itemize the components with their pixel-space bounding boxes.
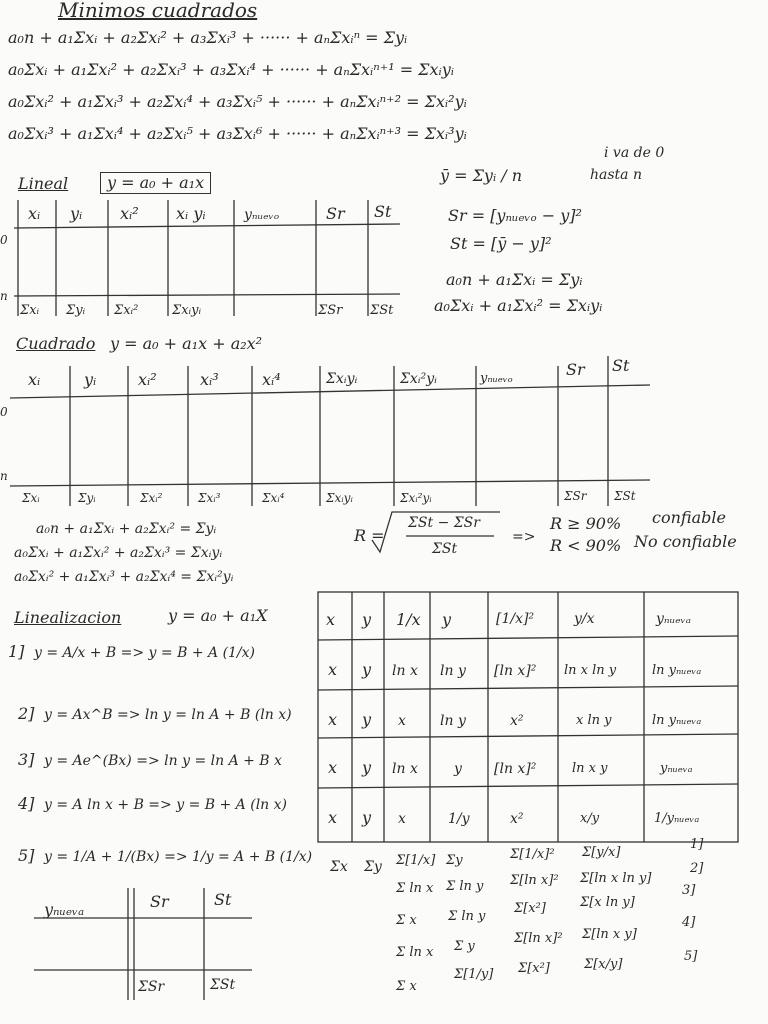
lin-table-cell: ln x xyxy=(392,761,418,777)
side-note-line-1: i va de 0 xyxy=(604,145,665,161)
lin-table-cell: x xyxy=(328,660,338,679)
cuadrado-sum: ΣSt xyxy=(614,489,636,503)
lin-sum-label: 2] xyxy=(690,861,704,876)
lin-table-header: 1/x xyxy=(396,610,421,629)
cuadrado-sum: Σxᵢyᵢ xyxy=(326,491,353,505)
cuadrado-sum: Σxᵢ² xyxy=(140,491,163,505)
lin-sum-label: 1] xyxy=(690,837,704,852)
cuadrado-normal-equation-1: a₀n + a₁Σxᵢ + a₂Σxᵢ² = Σyᵢ xyxy=(36,521,217,537)
lin-sum-cell: Σ[1/x]² xyxy=(510,847,555,862)
cuadrado-header: xᵢ xyxy=(28,370,41,389)
bottom-table-sum: ΣSt xyxy=(210,977,236,993)
sr-formula: Sr = [yₙᵤₑᵥₒ − y]² xyxy=(448,206,582,225)
lineal-header: xᵢ xyxy=(28,204,41,223)
lin-table-cell: ln x ln y xyxy=(564,663,617,678)
lin-sum-cell: Σ[x/y] xyxy=(584,957,623,972)
r-arrow: => xyxy=(512,529,536,545)
criteria-reliable-label: confiable xyxy=(652,508,726,527)
linearization-number: 5] xyxy=(18,846,35,865)
lin-table-cell: y xyxy=(454,761,462,777)
lin-table-cell: ln x y xyxy=(572,761,608,776)
lin-table-cell: [ln x]² xyxy=(494,761,537,777)
lin-table-cell: x xyxy=(328,808,338,827)
lin-table-cell: x xyxy=(398,713,406,729)
lin-sum-header: Σy xyxy=(364,859,382,875)
lin-table-header: y xyxy=(442,610,452,629)
general-equation-2: a₀Σxᵢ + a₁Σxᵢ² + a₂Σxᵢ³ + a₃Σxᵢ⁴ + ······ + aₙΣxᵢⁿ⁺¹ = Σxᵢyᵢ xyxy=(8,60,454,79)
lineal-header: yᵢ xyxy=(70,204,83,223)
lineal-normal-equation-2: a₀Σxᵢ + a₁Σxᵢ² = Σxᵢyᵢ xyxy=(434,296,603,315)
lin-table-header: x xyxy=(326,610,336,629)
lin-sum-cell: Σ ln y xyxy=(446,879,484,894)
lin-sum-cell: Σ[ln x]² xyxy=(510,873,559,888)
lin-sum-cell: Σ[x ln y] xyxy=(580,895,635,910)
side-note-line-2: hasta n xyxy=(590,167,642,183)
lineal-header: yₙᵤₑᵥₒ xyxy=(244,207,280,223)
cuadrado-header: xᵢ⁴ xyxy=(262,370,281,389)
cuadrado-header: Σxᵢyᵢ xyxy=(326,371,358,387)
general-equation-4: a₀Σxᵢ³ + a₁Σxᵢ⁴ + a₂Σxᵢ⁵ + a₃Σxᵢ⁶ + ······ + aₙΣxᵢⁿ⁺³ = Σxᵢ³yᵢ xyxy=(8,124,467,143)
lin-table-cell: x xyxy=(398,811,406,827)
bottom-table-header: St xyxy=(214,890,232,909)
mean-formula: ȳ = Σyᵢ / n xyxy=(440,166,523,185)
cuadrado-header: Sr xyxy=(566,360,585,379)
lin-table-cell: y xyxy=(362,808,372,827)
linearization-number: 1] xyxy=(8,642,25,661)
lin-sum-cell: Σ ln x xyxy=(396,881,434,896)
lin-table-cell: yₙᵤₑᵥₐ xyxy=(660,761,693,776)
r-numerator: ΣSt − ΣSr xyxy=(408,515,480,531)
linearization-equation: y = Ax^B => ln y = ln A + B (ln x) xyxy=(44,707,292,723)
lineal-model: y = a₀ + a₁x xyxy=(100,172,211,194)
cuadrado-sum: Σxᵢ xyxy=(22,491,40,505)
lin-table-cell: x xyxy=(328,758,338,777)
general-equation-1: a₀n + a₁Σxᵢ + a₂Σxᵢ² + a₃Σxᵢ³ + ······ + aₙΣxᵢⁿ = Σyᵢ xyxy=(8,28,408,47)
lineal-header: xᵢ² xyxy=(120,204,139,223)
criteria-unreliable-label: No confiable xyxy=(634,532,737,551)
lin-sum-cell: Σ ln y xyxy=(448,909,486,924)
lin-sum-cell: Σ ln x xyxy=(396,945,434,960)
lin-sum-cell: Σ y xyxy=(454,939,475,954)
lin-table-cell: ln y xyxy=(440,663,466,679)
lin-sum-cell: Σ[x²] xyxy=(518,961,550,976)
cuadrado-model: y = a₀ + a₁x + a₂x² xyxy=(110,334,263,353)
lineal-header: St xyxy=(374,202,392,221)
cuadrado-sum: Σxᵢ³ xyxy=(198,491,221,505)
linearization-number: 3] xyxy=(18,750,35,769)
lin-table-cell: 1/yₙᵤₑᵥₐ xyxy=(654,811,700,826)
cuadrado-header: xᵢ³ xyxy=(200,370,219,389)
lin-sum-cell: Σ[1/x] xyxy=(396,853,436,868)
cuadrado-row-end: n xyxy=(0,469,8,483)
linearization-equation: y = 1/A + 1/(Bx) => 1/y = A + B (1/x) xyxy=(44,849,313,865)
linearization-equation: y = Ae^(Bx) => ln y = ln A + B x xyxy=(44,753,282,769)
lineal-sum: Σxᵢyᵢ xyxy=(172,303,202,318)
cuadrado-label: Cuadrado xyxy=(16,334,96,353)
criteria-reliable: R ≥ 90% xyxy=(550,514,622,533)
lineal-sum: Σxᵢ² xyxy=(114,303,139,318)
lin-table-cell: [ln x]² xyxy=(494,663,537,679)
linealizacion-label: Linealizacion xyxy=(14,608,122,627)
lineal-header: Sr xyxy=(326,204,345,223)
lin-sum-label: 4] xyxy=(682,915,696,930)
lin-sum-cell: Σ x xyxy=(396,979,417,994)
lineal-sum: ΣSt xyxy=(370,303,394,318)
lin-sum-cell: Σy xyxy=(446,853,463,868)
lineal-sum: ΣSr xyxy=(318,303,343,318)
lin-table-cell: y xyxy=(362,758,372,777)
lin-sum-label: 5] xyxy=(684,949,698,964)
lin-table-header: y/x xyxy=(574,611,595,627)
cuadrado-header: Σxᵢ²yᵢ xyxy=(400,371,437,387)
lin-table-cell: ln x xyxy=(392,663,418,679)
lineal-sum: Σxᵢ xyxy=(20,303,40,318)
lineal-label: Lineal xyxy=(18,174,69,193)
cuadrado-sum: Σyᵢ xyxy=(78,491,96,505)
linealizacion-base-model: y = a₀ + a₁X xyxy=(168,606,268,625)
bottom-table-header: yₙᵤₑᵥₐ xyxy=(44,900,85,919)
bottom-table-header: Sr xyxy=(150,892,169,911)
lin-sum-cell: Σ x xyxy=(396,913,417,928)
lineal-sum: Σyᵢ xyxy=(66,303,86,318)
lin-table-cell: x/y xyxy=(580,811,600,826)
linearization-number: 2] xyxy=(18,704,35,723)
cuadrado-header: yₙᵤₑᵥₒ xyxy=(480,371,513,386)
cuadrado-row-start: 0 xyxy=(0,405,8,419)
lin-table-cell: ln yₙᵤₑᵥₐ xyxy=(652,663,702,678)
lin-table-cell: y xyxy=(362,710,372,729)
criteria-unreliable: R < 90% xyxy=(550,536,622,555)
cuadrado-sum: Σxᵢ⁴ xyxy=(262,491,285,505)
lin-table-header: yₙᵤₑᵥₐ xyxy=(656,611,692,627)
lin-sum-label: 3] xyxy=(682,883,696,898)
cuadrado-header: yᵢ xyxy=(84,370,97,389)
lineal-header: xᵢ yᵢ xyxy=(176,204,206,223)
bottom-table-sum: ΣSr xyxy=(138,979,165,995)
lin-table-header: y xyxy=(362,610,372,629)
r-symbol: R = xyxy=(354,526,385,545)
lin-table-cell: x² xyxy=(510,713,524,729)
lin-table-cell: 1/y xyxy=(448,811,470,827)
lin-sum-cell: Σ[ln x y] xyxy=(582,927,637,942)
cuadrado-normal-equation-2: a₀Σxᵢ + a₁Σxᵢ² + a₂Σxᵢ³ = Σxᵢyᵢ xyxy=(14,545,223,561)
st-formula: St = [ȳ − y]² xyxy=(450,234,552,253)
lin-sum-cell: Σ[ln x]² xyxy=(514,931,563,946)
lin-table-cell: y xyxy=(362,660,372,679)
lin-sum-cell: Σ[x²] xyxy=(514,901,546,916)
lin-table-header: [1/x]² xyxy=(496,611,535,627)
lin-table-cell: x² xyxy=(510,811,524,827)
linearization-equation: y = A ln x + B => y = B + A (ln x) xyxy=(44,797,288,813)
general-equation-3: a₀Σxᵢ² + a₁Σxᵢ³ + a₂Σxᵢ⁴ + a₃Σxᵢ⁵ + ······ + aₙΣxᵢⁿ⁺² = Σxᵢ²yᵢ xyxy=(8,92,467,111)
r-denominator: ΣSt xyxy=(432,541,458,557)
linearization-number: 4] xyxy=(18,794,35,813)
lin-sum-header: Σx xyxy=(330,859,348,875)
page-title: Minimos cuadrados xyxy=(58,0,258,22)
lin-sum-cell: Σ[y/x] xyxy=(582,845,621,860)
cuadrado-header: xᵢ² xyxy=(138,370,157,389)
lin-sum-cell: Σ[1/y] xyxy=(454,967,494,982)
lin-table-cell: ln y xyxy=(440,713,466,729)
lin-table-cell: x ln y xyxy=(576,713,612,728)
linearization-equation: y = A/x + B => y = B + A (1/x) xyxy=(34,645,256,661)
lineal-row-end: n xyxy=(0,289,8,303)
lin-sum-cell: Σ[ln x ln y] xyxy=(580,871,652,886)
lin-table-cell: x xyxy=(328,710,338,729)
cuadrado-sum: Σxᵢ²yᵢ xyxy=(400,491,432,505)
cuadrado-sum: ΣSr xyxy=(564,489,587,503)
cuadrado-normal-equation-3: a₀Σxᵢ² + a₁Σxᵢ³ + a₂Σxᵢ⁴ = Σxᵢ²yᵢ xyxy=(14,569,234,585)
cuadrado-header: St xyxy=(612,356,630,375)
lineal-normal-equation-1: a₀n + a₁Σxᵢ = Σyᵢ xyxy=(446,270,583,289)
lineal-row-start: 0 xyxy=(0,233,8,247)
lin-table-cell: ln yₙᵤₑᵥₐ xyxy=(652,713,702,728)
